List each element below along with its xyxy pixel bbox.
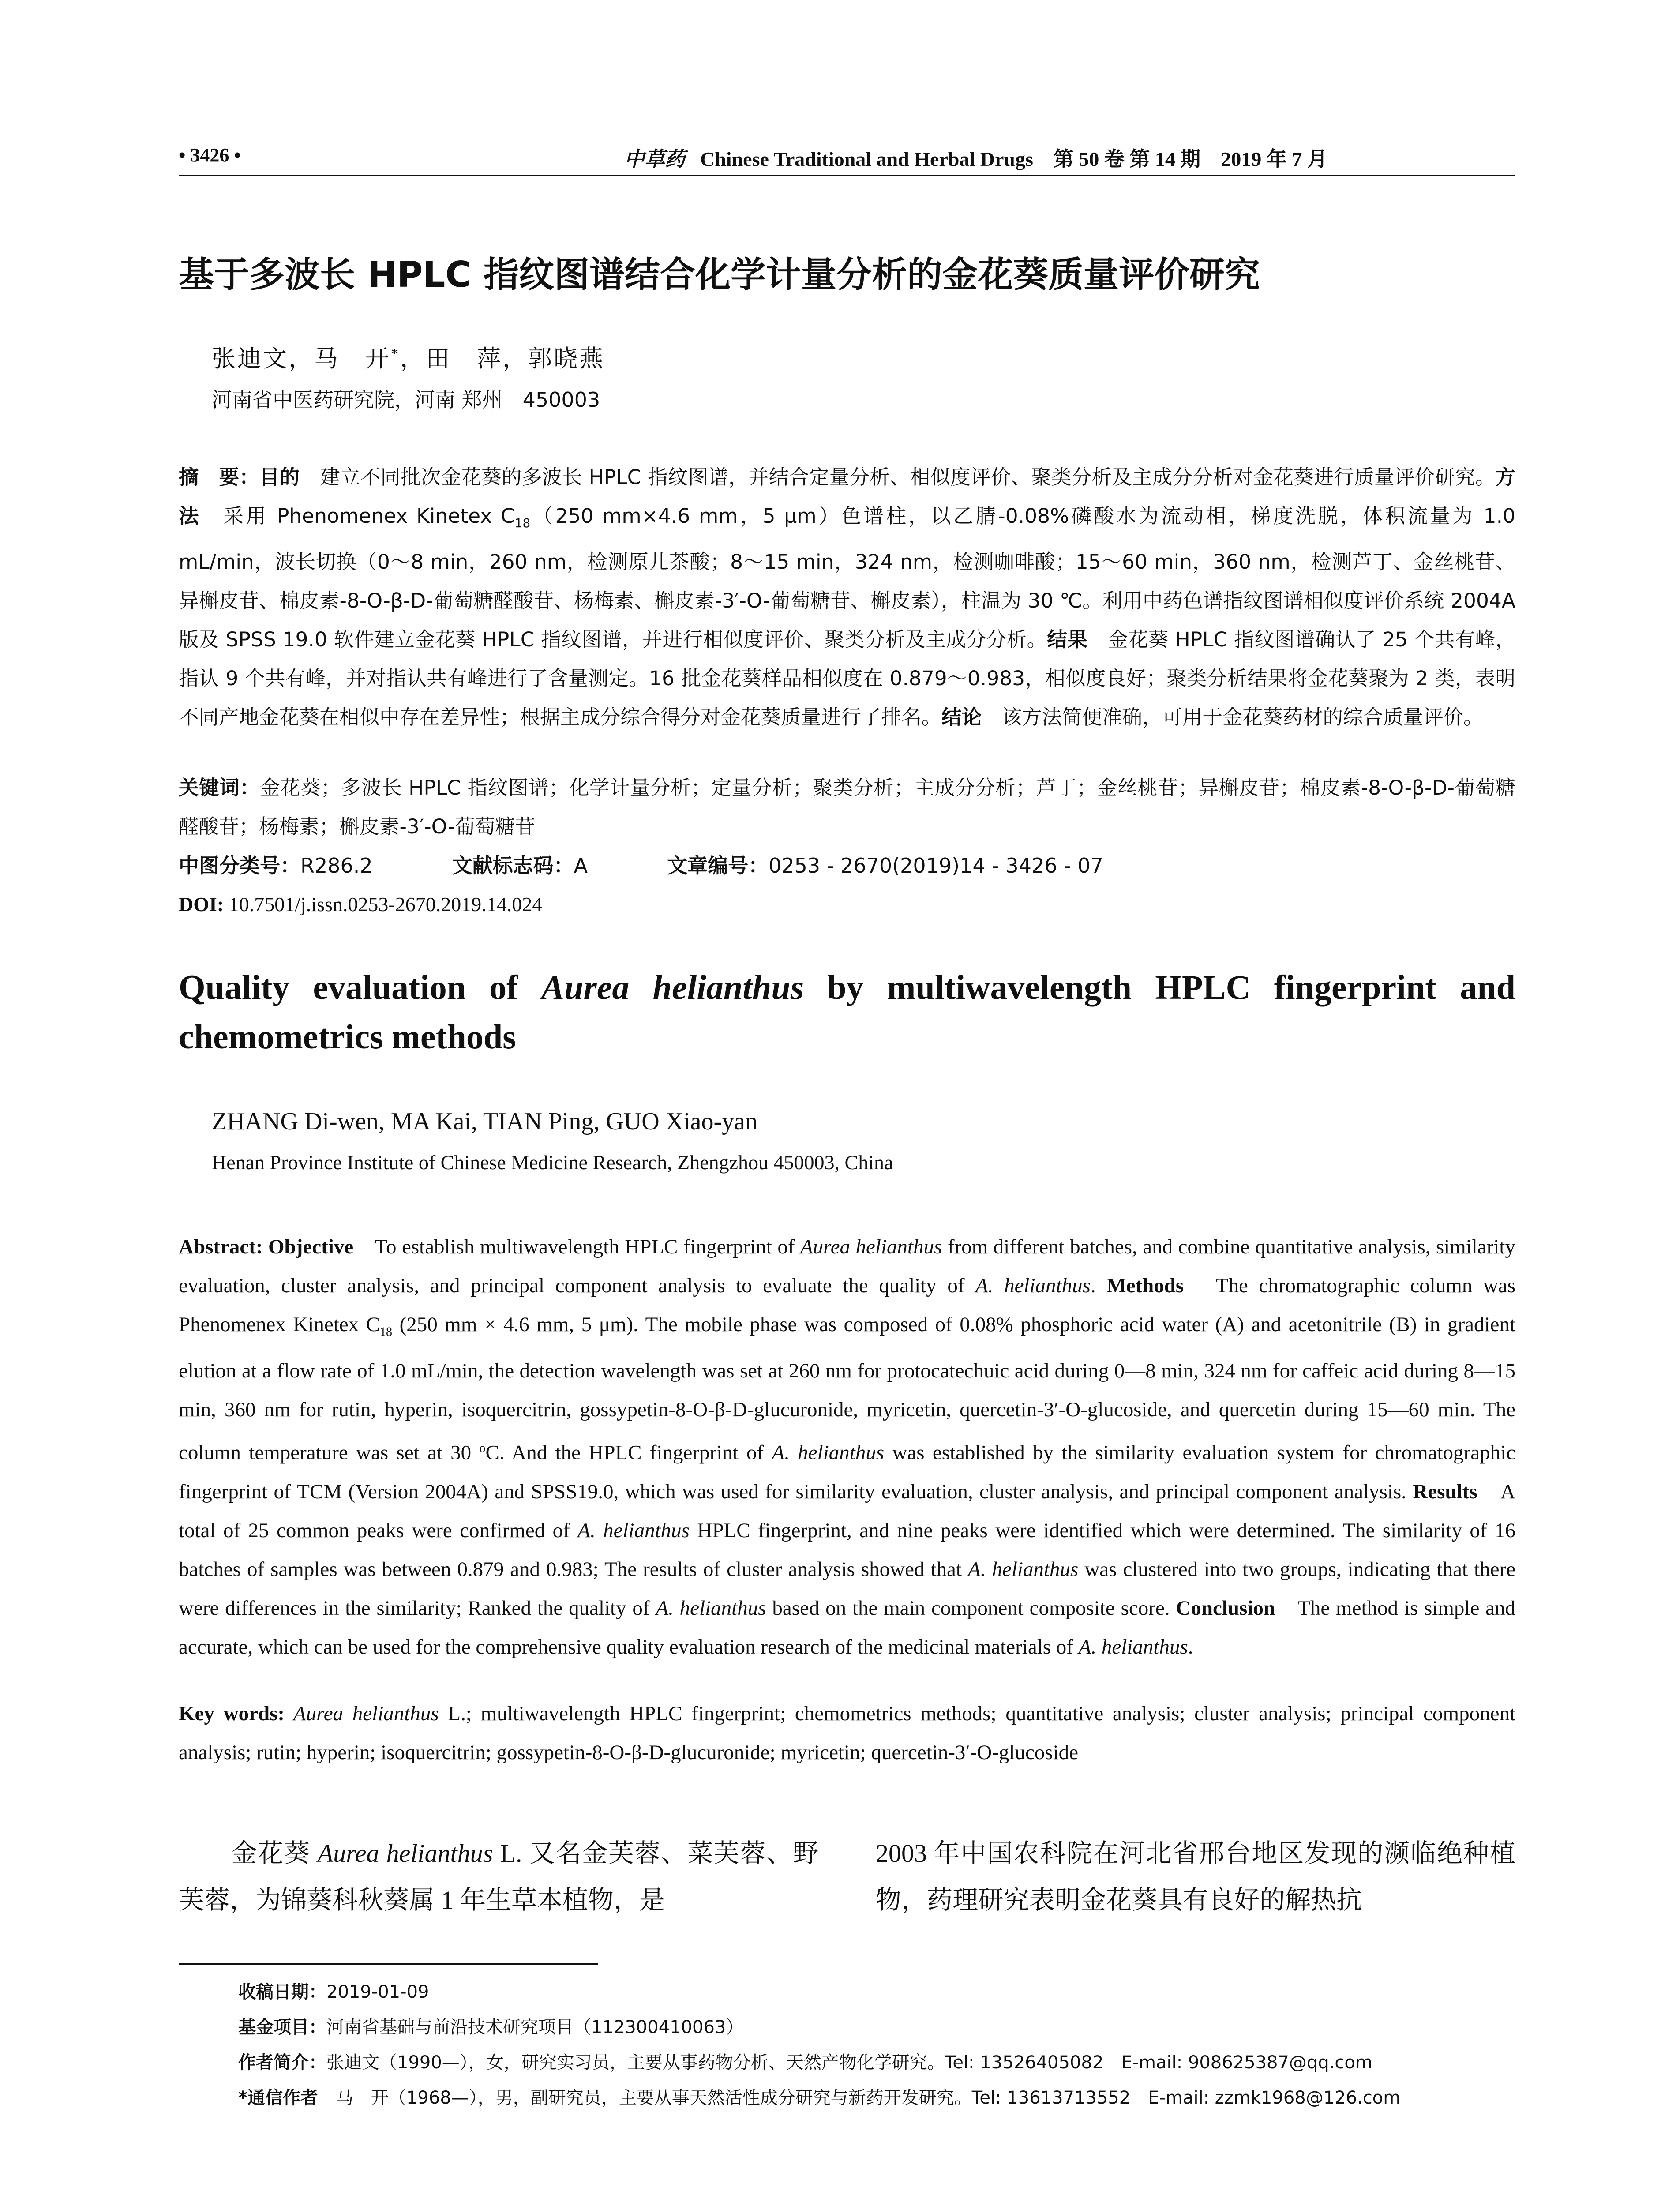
en-results-species-2: A. helianthus <box>968 1558 1079 1581</box>
results-text: 金花葵 HPLC 指纹图谱确认了 25 个共有峰，指认 9 个共有峰，并对指认共有峰进行了含量测定。16 批金花葵样品相似度在 0.879～0.983，相似度良好；聚类分析结果将金花葵聚为 2 类，表明不同产地金花葵在相似中存在差异性；根据主成分综合得分对金花葵质量进行了排名。 <box>179 628 1515 729</box>
en-methods-subscript: 18 <box>380 1325 393 1339</box>
article-number-label: 文章编号： <box>667 854 769 878</box>
footnote-fund <box>238 2010 1540 2045</box>
author-tian-guo: ，田 萍，郭晓燕 <box>400 345 605 372</box>
results-label: 结果 <box>1047 628 1088 652</box>
corresponding-label: *通信作者 <box>238 2088 318 2108</box>
clc-label: 中图分类号： <box>179 854 300 878</box>
journal-issue: Chinese Traditional and Herbal Drugs 第 50 卷 第 14 期 2019 年 7 月 <box>700 148 1328 170</box>
doi-link[interactable]: 10.7501/j.issn.0253-2670.2019.14.024 <box>224 893 543 915</box>
en-conclusion-text-1: The method is simple and accurate, which can be used for the comprehensive quality evaluation research of the medicinal materials of <box>179 1597 1515 1659</box>
en-methods-text-3: C. And the HPLC fingerprint of <box>485 1441 772 1465</box>
header-rule <box>179 175 1515 176</box>
doi-line <box>179 885 1515 924</box>
footnote-author <box>238 2045 1540 2080</box>
footnote-corresponding <box>238 2080 1540 2116</box>
english-title-part-1: Quality evaluation of <box>179 968 542 1006</box>
chinese-title: 基于多波长 HPLC 指纹图谱结合化学计量分析的金花葵质量评价研究 <box>179 254 1260 295</box>
chinese-affiliation: 河南省中医药研究院，河南 郑州 450003 <box>212 388 600 412</box>
en-conclusion-species: A. helianthus <box>1078 1636 1188 1659</box>
en-results-species-3: A. helianthus <box>656 1597 766 1620</box>
en-results-text-1: A total of 25 common peaks were confirmed of <box>179 1480 1516 1542</box>
body-column-left <box>179 1830 818 1924</box>
en-keywords-species: Aurea helianthus <box>285 1702 439 1725</box>
running-header <box>179 140 1515 171</box>
en-objective-species-1: Aurea helianthus <box>800 1235 942 1258</box>
keywords-label: 关键词： <box>179 776 260 799</box>
objective-label: 目的 <box>259 465 300 489</box>
en-results-text-3: was clustered into two groups, indicating that there were differences in the similarity; Ranked the quality of <box>179 1558 1515 1620</box>
chinese-keywords <box>179 769 1515 846</box>
english-keywords <box>179 1694 1515 1772</box>
doi-label: DOI: <box>179 893 224 915</box>
en-conclusion-label: Conclusion <box>1176 1597 1275 1620</box>
body-left-species: Aurea helianthus <box>317 1839 493 1868</box>
clc-value: R286.2 <box>300 854 373 878</box>
conclusion-label: 结论 <box>941 705 982 729</box>
en-results-label: Results <box>1413 1480 1478 1504</box>
en-results-text-4: based on the main component composite score. <box>766 1597 1170 1620</box>
classification-line <box>179 846 1515 885</box>
en-results-species-1: A. helianthus <box>578 1519 690 1542</box>
english-title-species: Aurea helianthus <box>541 968 804 1006</box>
fund-value: 河南省基础与前沿技术研究项目（112300410063） <box>326 2017 744 2037</box>
received-value: 2019-01-09 <box>326 1982 429 2002</box>
page-number: • 3426 • <box>179 144 241 166</box>
doc-code-label: 文献标志码： <box>452 854 574 878</box>
en-methods-text-1: The chromatographic column was Phenomenex Kinetex C <box>179 1274 1516 1336</box>
author-bio-label: 作者简介： <box>238 2052 326 2073</box>
chinese-abstract <box>179 458 1515 737</box>
body-left-text-1: 金花葵 <box>231 1839 318 1868</box>
en-objective-species-2: A. helianthus <box>975 1274 1091 1297</box>
author-bio-value: 张迪文（1990—），女，研究实习员，主要从事药物分析、天然产物化学研究。Tel: 13526405082 E-mail: 908625387@qq.com <box>326 2052 1372 2073</box>
conclusion-text: 该方法简便准确，可用于金花葵药材的综合质量评价。 <box>982 705 1484 729</box>
abstract-label: 摘 要： <box>179 465 259 489</box>
footnote-received <box>238 1974 1540 2010</box>
methods-text-2: （250 mm×4.6 mm，5 μm）色谱柱，以乙腈-0.08%磷酸水为流动相，梯度洗脱，体积流量为 1.0 mL/min，波长切换（0～8 min，260 nm，检测原儿茶酸；8～15 min，324 nm，检测咖啡酸；15～60 min，360 nm，检测芦丁、金丝桃苷、异槲皮苷、棉皮素-8-O-β-D-葡萄糖醛酸苷、杨梅素、槲皮素-3′-O-葡萄糖苷、槲皮素），柱温为 30 ℃。利用中药色谱指纹图谱相似度评价系统 2004A 版及 SPSS 19.0 软件建立金花葵 HPLC 指纹图谱，并进行相似度评价、聚类分析及主成分分析。 <box>179 504 1515 652</box>
english-authors: ZHANG Di-wen, MA Kai, TIAN Ping, GUO Xiao-yan <box>212 1108 758 1135</box>
english-title <box>179 963 1515 1062</box>
english-title-part-2: by multiwavelength HPLC fingerprint and chemometrics methods <box>179 968 1515 1056</box>
en-methods-label: Methods <box>1106 1274 1184 1297</box>
footnotes <box>238 1974 1540 2116</box>
en-keywords-label: Key words: <box>179 1702 285 1725</box>
journal-brand: 中草药 <box>624 147 685 171</box>
keywords-text: 金花葵；多波长 HPLC 指纹图谱；化学计量分析；定量分析；聚类分析；主成分分析；芦丁；金丝桃苷；异槲皮苷；棉皮素-8-O-β-D-葡萄糖醛酸苷；杨梅素；槲皮素-3′-O-葡萄糖苷 <box>179 776 1515 838</box>
corresponding-value: 马 开（1968—），男，副研究员，主要从事天然活性成分研究与新药开发研究。Tel: 13613713552 E-mail: zzmk1968@126.com <box>318 2088 1401 2108</box>
methods-subscript: 18 <box>514 516 531 531</box>
en-abstract-label: Abstract: Objective <box>179 1235 354 1258</box>
en-objective-text-3: . <box>1090 1274 1096 1297</box>
en-methods-species: A. helianthus <box>772 1441 885 1465</box>
english-affiliation: Henan Province Institute of Chinese Medicine Research, Zhengzhou 450003, China <box>212 1151 893 1174</box>
doc-code-value: A <box>574 854 588 878</box>
en-methods-text-2: (250 mm × 4.6 mm, 5 μm). The mobile phase was composed of 0.08% phosphoric acid water (A) and acetonitrile (B) in gradient elution at a flow rate of 1.0 mL/min, the detection wavelength was set at 260 nm for protocatechuic acid during 0—8 min, 324 nm for caffeic acid during 8—15 min, 360 nm for rutin, hyperin, isoquercitrin, gossypetin-8-O-β-D-glucuronide, myricetin, quercetin-3′-O-glucoside, and quercetin during 15—60 min. The column temperature was set at 30 <box>179 1313 1515 1465</box>
en-objective-text-2: from different batches, and combine quantitative analysis, similarity evaluation, cluster analysis, and principal component analysis to evaluate the quality of <box>179 1235 1515 1297</box>
methods-text-1: 采用 Phenomenex Kinetex C <box>201 504 515 528</box>
methods-label: 方法 <box>179 465 1515 528</box>
en-objective-text-1: To establish multiwavelength HPLC fingerprint of <box>353 1235 800 1258</box>
article-number-value: 0253 - 2670(2019)14 - 3426 - 07 <box>769 854 1103 878</box>
corresponding-mark: * <box>391 345 400 362</box>
en-methods-text-4: was established by the similarity evaluation system for chromatographic fingerprint of TCM (Version 2004A) and SPSS19.0, which was used for similarity evaluation, cluster analysis, and principal component analysis. <box>179 1441 1515 1504</box>
journal-info <box>624 143 1328 172</box>
fund-label: 基金项目： <box>238 2017 326 2037</box>
chinese-authors <box>212 340 605 374</box>
received-label: 收稿日期： <box>238 1982 326 2002</box>
objective-text: 建立不同批次金花葵的多波长 HPLC 指纹图谱，并结合定量分析、相似度评价、聚类分析及主成分分析对金花葵进行质量评价研究。 <box>300 465 1496 489</box>
body-left-text-2: L. 又名金芙蓉、菜芙蓉、野芙蓉，为锦葵科秋葵属 1 年生草本植物，是 <box>179 1839 818 1914</box>
en-keywords-text: L.; multiwavelength HPLC fingerprint; chemometrics methods; quantitative analysis; cluster analysis; principal component analysis; rutin; hyperin; isoquercitrin; gossypetin-8-O-β-D-glucuronide; myricetin; quercetin-3′-O-glucoside <box>179 1702 1516 1764</box>
author-zhang-ma: 张迪文，马 开 <box>212 345 391 372</box>
en-results-text-2: HPLC fingerprint, and nine peaks were identified which were determined. The similarity of 16 batches of samples was between 0.879 and 0.983; The results of cluster analysis showed that <box>179 1519 1515 1581</box>
en-conclusion-text-2: . <box>1188 1636 1193 1659</box>
english-abstract <box>179 1227 1515 1666</box>
footnote-rule <box>179 1963 598 1965</box>
en-methods-degree: o <box>479 1441 486 1456</box>
body-column-right: 2003 年中国农科院在河北省邢台地区发现的濒临绝种植物，药理研究表明金花葵具有良好的解热抗 <box>876 1839 1515 1914</box>
